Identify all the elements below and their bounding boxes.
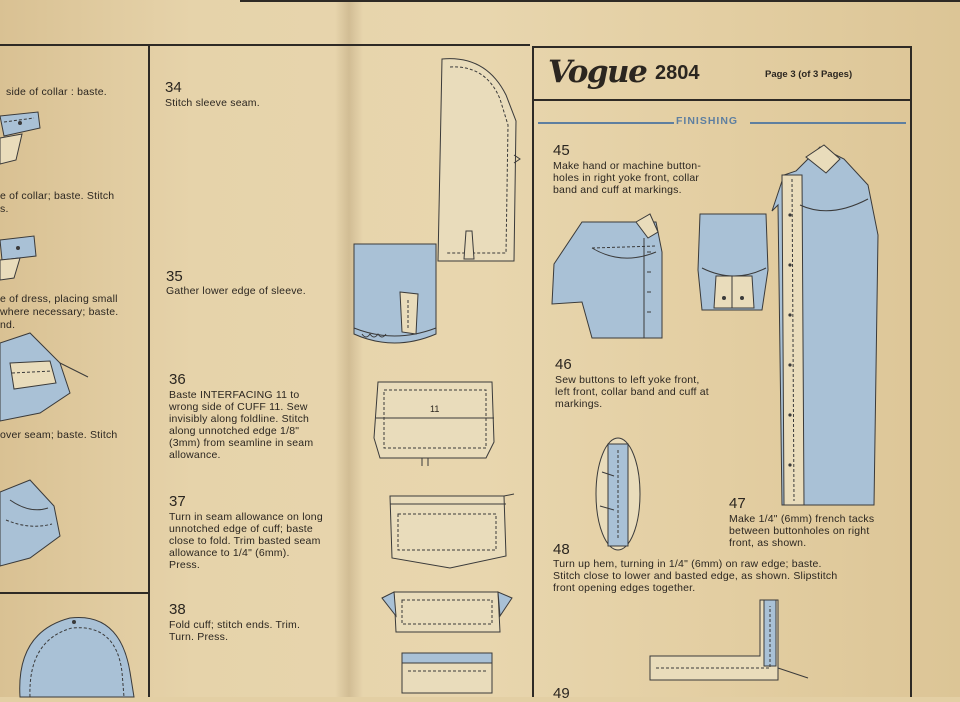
step-48-number: 48 — [553, 541, 570, 558]
step-45-line-1: Make hand or machine button- — [553, 160, 702, 172]
right-panel-right-rule — [910, 46, 912, 697]
step-45-line-2: holes in right yoke front, collar — [553, 172, 700, 184]
left-text-2: e of collar; baste. Stitch — [0, 190, 115, 202]
left-text-3: s. — [0, 203, 9, 215]
step-37-line-1: Turn in seam allowance on long — [169, 511, 323, 523]
cuff-ends-illustration — [380, 588, 516, 644]
finishing-rule-right — [750, 122, 906, 124]
step-46-line-1: Sew buttons to left yoke front, — [555, 374, 700, 386]
right-panel-top-rule — [532, 46, 912, 48]
step-34-number: 34 — [165, 79, 182, 96]
finishing-rule-left — [538, 122, 674, 124]
step-47-line-2: between buttonholes on right — [729, 525, 870, 537]
step-46-line-2: left front, collar band and cuff at — [555, 386, 709, 398]
cuff-buttonhole-illustration — [696, 214, 772, 314]
step-38-line-2: Turn. Press. — [169, 631, 229, 643]
step-38-number: 38 — [169, 601, 186, 618]
step-46-number: 46 — [555, 356, 572, 373]
step-35-number: 35 — [166, 268, 183, 285]
finished-cuff-illustration — [400, 651, 496, 697]
step-36-line-2: wrong side of CUFF 11. Sew — [169, 401, 308, 413]
step-37-line-4: allowance to 1/4" (6mm). — [169, 547, 290, 559]
left-text-1: side of collar : baste. — [6, 86, 107, 98]
step-47-line-3: front, as shown. — [729, 537, 807, 549]
step-47-number: 47 — [729, 495, 746, 512]
left-text-7: over seam; baste. Stitch — [0, 429, 118, 441]
brand-logo: Vogue — [548, 54, 647, 90]
collar-illustration-2 — [0, 234, 44, 282]
sleeve-seam-illustration — [436, 55, 526, 270]
step-45-number: 45 — [553, 142, 570, 159]
top-edge-rule — [240, 0, 960, 2]
left-section-rule — [0, 592, 148, 594]
cuff-interfacing-illustration — [370, 378, 500, 470]
cuff-fold-illustration — [386, 492, 518, 576]
step-35-text: Gather lower edge of sleeve. — [166, 285, 306, 297]
dress-front-illustration — [770, 145, 882, 509]
cuff-piece-label: 11 — [430, 404, 440, 414]
step-36-line-4: along unnotched edge 1/8" — [169, 425, 300, 437]
step-36-line-5: (3mm) from seamline in seam — [169, 437, 314, 449]
step-48-line-3: front opening edges together. — [553, 582, 696, 594]
step-37-line-5: Press. — [169, 559, 200, 571]
column-rule-1 — [148, 44, 150, 697]
sleeve-gather-illustration — [352, 244, 442, 354]
page-label: Page 3 (of 3 Pages) — [765, 69, 853, 80]
step-36-line-1: Baste INTERFACING 11 to — [169, 389, 300, 401]
right-panel-left-rule — [532, 46, 534, 697]
step-47-line-1: Make 1/4" (6mm) french tacks — [729, 513, 875, 525]
step-36-number: 36 — [169, 371, 186, 388]
collar-illustration-1 — [0, 108, 48, 168]
header-bottom-rule — [534, 99, 910, 101]
french-tack-detail-illustration — [594, 436, 644, 552]
step-48-line-1: Turn up hem, turning in 1/4" (6mm) on raw edge; baste. — [553, 558, 822, 570]
step-45-line-3: band and cuff at markings. — [553, 184, 682, 196]
step-34-text: Stitch sleeve seam. — [165, 97, 260, 109]
top-rule-left — [0, 44, 530, 46]
yoke-illustration — [10, 612, 140, 697]
step-48-line-2: Stitch close to lower and basted edge, as shown. Slipstitch — [553, 570, 838, 582]
dress-neckline-illustration — [0, 333, 90, 423]
pattern-number: 2804 — [655, 62, 700, 84]
step-37-line-3: close to fold. Trim basted seam — [169, 535, 321, 547]
step-36-line-3: invisibly along foldline. Stitch — [169, 413, 310, 425]
step-46-line-3: markings. — [555, 398, 603, 410]
collar-stitch-illustration — [0, 480, 90, 570]
step-38-line-1: Fold cuff; stitch ends. Trim. — [169, 619, 301, 631]
step-37-number: 37 — [169, 493, 186, 510]
yoke-buttonhole-illustration — [552, 212, 666, 340]
left-text-5: where necessary; baste. — [0, 306, 119, 318]
step-36-line-6: allowance. — [169, 449, 221, 461]
hem-illustration — [648, 600, 814, 697]
step-49-number: 49 — [553, 685, 570, 702]
left-text-4: e of dress, placing small — [0, 293, 118, 305]
section-title: FINISHING — [676, 115, 739, 127]
step-37-line-2: unnotched edge of cuff; baste — [169, 523, 313, 535]
left-text-6: nd. — [0, 319, 16, 331]
